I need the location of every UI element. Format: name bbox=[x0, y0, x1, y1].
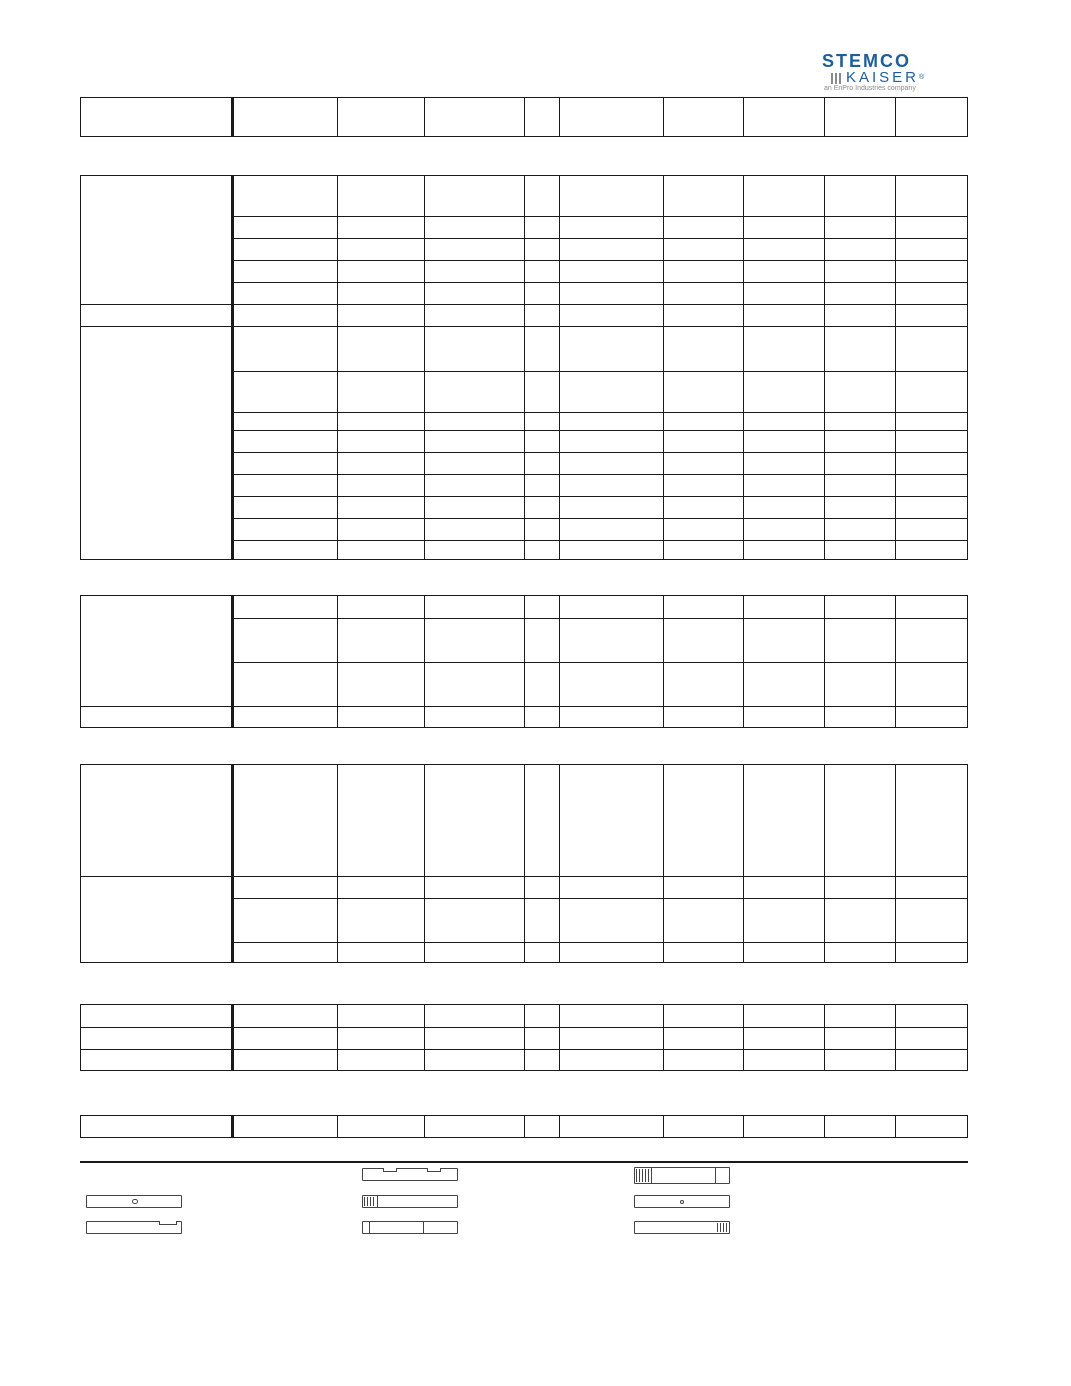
table-group bbox=[81, 765, 967, 876]
table-group bbox=[81, 176, 967, 304]
pin-plain-grooved-icon bbox=[86, 1221, 182, 1234]
table-row bbox=[234, 898, 967, 942]
pin-notched-top-icon bbox=[362, 1168, 458, 1181]
section-divider bbox=[80, 1161, 968, 1163]
table-row bbox=[234, 877, 967, 898]
table-row bbox=[81, 1116, 967, 1137]
table-row bbox=[234, 518, 967, 540]
table-row bbox=[234, 496, 967, 518]
table-group bbox=[81, 326, 967, 559]
pin-threaded-split-icon bbox=[362, 1221, 458, 1234]
table-row bbox=[234, 430, 967, 452]
spec-table-section-5 bbox=[80, 1115, 968, 1138]
table-row bbox=[81, 1005, 967, 1027]
pin-threaded-end-icon bbox=[634, 1221, 730, 1234]
table-row bbox=[234, 412, 967, 430]
table-row bbox=[81, 1027, 967, 1049]
spec-table-section-1 bbox=[80, 175, 968, 560]
spec-table-section-2 bbox=[80, 595, 968, 728]
table-row bbox=[81, 98, 967, 136]
pin-threaded-tapered-icon bbox=[362, 1195, 458, 1208]
table-row bbox=[234, 765, 967, 876]
spec-table-header bbox=[80, 97, 968, 137]
pin-center-mark-icon bbox=[634, 1195, 730, 1208]
table-row bbox=[234, 942, 967, 963]
table-row bbox=[234, 596, 967, 618]
table-row bbox=[234, 305, 967, 326]
logo-bars-icon bbox=[831, 73, 843, 84]
table-row bbox=[234, 327, 967, 371]
pin-threaded-shoulder-icon bbox=[634, 1167, 730, 1184]
spec-table-section-4 bbox=[80, 1004, 968, 1071]
table-row bbox=[234, 260, 967, 282]
table-group bbox=[81, 706, 967, 727]
table-group bbox=[81, 304, 967, 326]
table-row bbox=[234, 540, 967, 560]
table-row bbox=[234, 282, 967, 304]
table-row bbox=[234, 216, 967, 238]
table-row bbox=[234, 238, 967, 260]
table-row bbox=[234, 371, 967, 412]
spec-table-section-3 bbox=[80, 764, 968, 963]
logo-wordmark-kaiser: KAISER® bbox=[846, 69, 925, 86]
table-row bbox=[234, 452, 967, 474]
table-group bbox=[81, 596, 967, 706]
table-row bbox=[234, 474, 967, 496]
table-row bbox=[234, 662, 967, 706]
table-row bbox=[234, 707, 967, 728]
stemco-kaiser-logo bbox=[822, 52, 972, 92]
logo-tagline: an EnPro Industries company bbox=[824, 85, 916, 92]
table-group bbox=[81, 876, 967, 962]
table-row bbox=[234, 176, 967, 216]
logo-wordmark-stemco: STEMCO bbox=[822, 51, 912, 71]
pin-plain-center-hole-icon bbox=[86, 1195, 182, 1208]
table-row bbox=[81, 1049, 967, 1070]
table-row bbox=[234, 618, 967, 662]
